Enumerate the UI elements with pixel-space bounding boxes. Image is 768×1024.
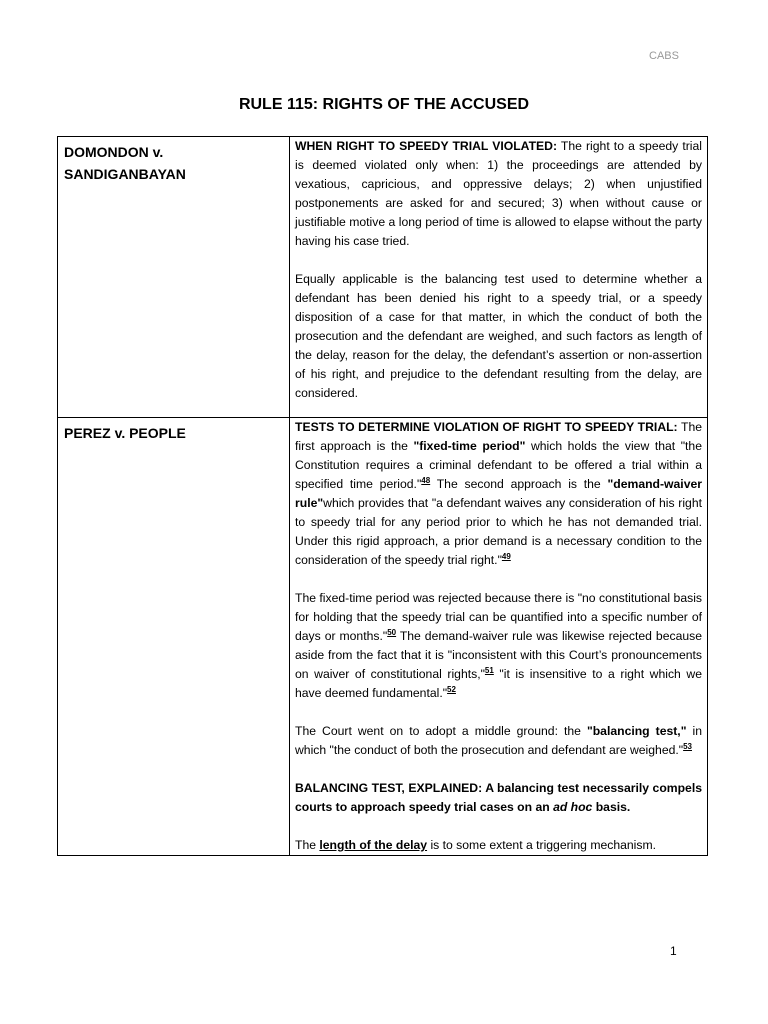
bold-term: "balancing test," [586, 724, 687, 738]
case-name-cell [58, 418, 290, 856]
footnote-link[interactable]: 52 [447, 685, 456, 694]
doctrine-text: The fixed-time period was rejected because there is "no constitutional basis for holding that the speedy trial can be quantified into a specific number of days or months." [295, 591, 702, 643]
footnote-link[interactable]: 53 [683, 742, 692, 751]
doctrine-paragraph [295, 589, 702, 703]
italic-term: ad hoc [553, 800, 593, 814]
doctrine-paragraph [295, 722, 702, 760]
page-title: RULE 115: RIGHTS OF THE ACCUSED [238, 96, 530, 113]
doctrine-text: basis. [592, 800, 631, 814]
doctrine-text: The right to a speedy trial is deemed violated only when: 1) the proceedings are attended by vexatious, capricious, and oppressive delays; 2) when unjustified postponements are asked for and secured; 3) when without cause or justifiable motive a long period of time is allowed to elapse without the party having his case tried. [295, 139, 702, 248]
doctrine-text: which holds the view that "the Constitution requires a criminal defendant to be offered a trial within a specified time period." [295, 439, 702, 491]
doctrine-text: The [295, 838, 320, 852]
doctrine-text: is to some extent a triggering mechanism. [427, 838, 657, 852]
footnote-link[interactable]: 49 [501, 552, 511, 561]
doctrine-text: The first approach is the [295, 420, 702, 453]
doctrine-text: which provides that "a defendant waives any consideration of his right to speedy trial for any period prior to which he has not demanded trial. Under this rigid approach, a prior demand is a necessary condition to the consideration of the speedy trial right." [295, 496, 702, 567]
footnote-link[interactable]: 50 [387, 628, 397, 637]
doctrine-text: The second approach is the [430, 477, 608, 491]
header-label: CABS [649, 50, 679, 62]
doctrine-paragraph [295, 418, 702, 570]
doctrine-paragraph [295, 836, 702, 855]
footnote-link[interactable]: 48 [421, 476, 431, 485]
doctrine-text: "it is insensitive to a right which we have deemed fundamental." [295, 667, 702, 700]
case-name-line: SANDIGANBAYAN [64, 166, 186, 182]
doctrine-heading: TESTS TO DETERMINE VIOLATION OF RIGHT TO SPEEDY TRIAL: [295, 420, 678, 434]
doctrine-text: BALANCING TEST, EXPLAINED: A balancing test necessarily compels courts to approach speedy trial cases on an [295, 781, 702, 814]
case-name-cell [58, 137, 290, 418]
underlined-term: length of the delay [319, 838, 428, 852]
bold-term: "fixed-time period" [413, 439, 526, 453]
page-number: 1 [670, 944, 677, 958]
doctrine-text: Equally applicable is the balancing test used to determine whether a defendant has been denied his right to a speedy trial, or a speedy disposition of a case for that matter, in which the conduct of both the prosecution and the defendant are weighed, and such factors as length of the delay, reason for the delay, the defendant’s assertion or non-assertion of his right, and prejudice to the defendant resulting from the delay, are considered. [295, 272, 702, 400]
case-doctrine-cell [290, 137, 708, 418]
table-row [58, 137, 708, 418]
case-name-line: PEREZ v. PEOPLE [64, 425, 186, 441]
footnote-link[interactable]: 51 [484, 666, 494, 675]
case-doctrine-cell [290, 418, 708, 856]
doctrine-paragraph [295, 137, 702, 251]
cases-table [57, 136, 708, 856]
doctrine-paragraph [295, 270, 702, 403]
doctrine-heading: WHEN RIGHT TO SPEEDY TRIAL VIOLATED: [295, 139, 558, 153]
doctrine-paragraph [295, 779, 702, 817]
case-name-line: DOMONDON v. [64, 144, 164, 160]
doctrine-text: The Court went on to adopt a middle ground: the [295, 724, 587, 738]
bold-term: "demand-waiver rule" [295, 477, 702, 510]
doctrine-text: The demand-waiver rule was likewise rejected because aside from the fact that it is "inconsistent with this Court’s pronouncements on waiver of constitutional rights," [295, 629, 702, 681]
doctrine-text: in which "the conduct of both the prosecution and defendant are weighed." [295, 724, 702, 757]
table-row [58, 418, 708, 856]
